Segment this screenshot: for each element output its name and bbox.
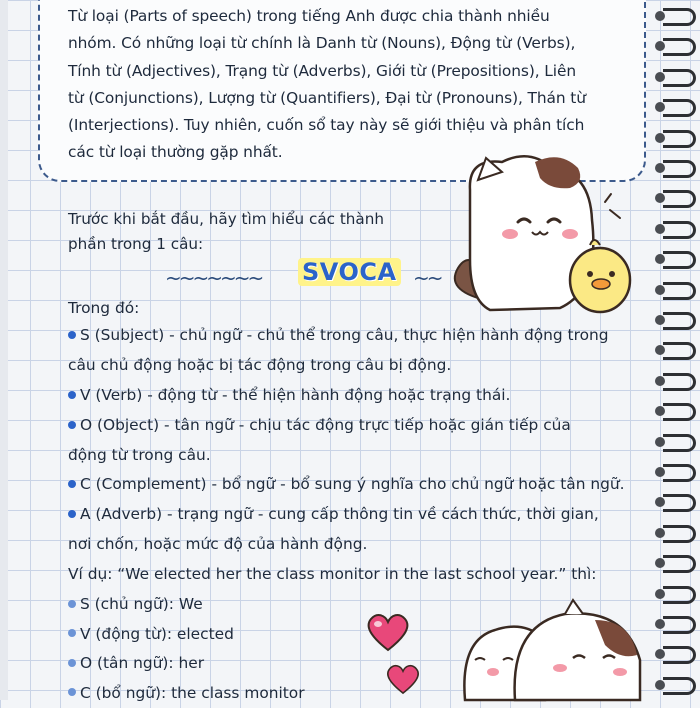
wave-divider-left: ~~~~~~~ — [165, 266, 261, 290]
bullet-icon — [68, 629, 76, 637]
example-item: O (tân ngữ): her — [68, 649, 305, 679]
component-object — [68, 411, 571, 471]
spiral-ring — [663, 646, 696, 664]
complement-line-1: C (Complement) - bổ ngữ - bổ sung ý nghĩa cho chủ ngữ hoặc tân ngữ. — [80, 475, 625, 493]
cats-illustration-icon — [455, 600, 650, 700]
intro-line: nhóm. Có những loại từ chính là Danh từ (Nouns), Động từ (Verbs), — [68, 30, 628, 57]
spiral-ring — [663, 586, 696, 604]
intro-paragraph — [68, 3, 628, 167]
component-complement — [68, 470, 625, 500]
component-verb — [68, 381, 510, 411]
spiral-ring — [663, 8, 696, 26]
spiral-ring — [663, 312, 696, 330]
example-list — [68, 590, 305, 708]
object-line-2: động từ trong câu. — [68, 441, 571, 471]
bullet-icon — [68, 421, 76, 429]
spiral-ring — [663, 494, 696, 512]
example-item: C (bổ ngữ): the class monitor — [68, 679, 305, 708]
intro-line: Từ loại (Parts of speech) trong tiếng Anh được chia thành nhiều — [68, 3, 628, 30]
spiral-ring — [663, 403, 696, 421]
svoca-title: SVOCA — [298, 258, 401, 286]
intro-line: Tính từ (Adjectives), Trạng từ (Adverbs), Giới từ (Prepositions), Liên — [68, 58, 628, 85]
bullet-icon — [68, 659, 76, 667]
component-subject — [68, 321, 609, 381]
bullet-icon — [68, 688, 76, 696]
spiral-ring — [663, 373, 696, 391]
page-edge — [0, 0, 8, 700]
spiral-ring — [663, 99, 696, 117]
spiral-ring — [663, 38, 696, 56]
adverb-line-1: A (Adverb) - trạng ngữ - cung cấp thông tin về cách thức, thời gian, — [80, 505, 599, 523]
spiral-ring — [663, 251, 696, 269]
intro-line: từ (Conjunctions), Lượng từ (Quantifiers), Đại từ (Pronouns), Thán từ — [68, 85, 628, 112]
spiral-ring — [663, 525, 696, 543]
spiral-ring — [663, 221, 696, 239]
object-line-1: O (Object) - tân ngữ - chịu tác động trực tiếp hoặc gián tiếp của — [80, 416, 571, 434]
cat-chick-illustration-icon — [440, 150, 640, 315]
bullet-icon — [68, 510, 76, 518]
heart-icon — [385, 663, 421, 695]
spiral-ring — [663, 677, 696, 695]
component-adverb — [68, 500, 599, 560]
lead-line-2: phần trong 1 câu: — [68, 232, 428, 257]
adverb-line-2: nơi chốn, hoặc mức độ của hành động. — [68, 530, 599, 560]
heart-icon — [365, 612, 411, 652]
example-item: V (động từ): elected — [68, 620, 305, 650]
lead-line-1: Trước khi bắt đầu, hãy tìm hiểu các thành — [68, 207, 428, 232]
verb-line-1: V (Verb) - động từ - thể hiện hành động hoặc trạng thái. — [80, 386, 510, 404]
spiral-ring — [663, 464, 696, 482]
spiral-binding — [655, 0, 700, 700]
spiral-ring — [663, 555, 696, 573]
bullet-icon — [68, 480, 76, 488]
lead-text — [68, 207, 428, 257]
intro-line: (Interjections). Tuy nhiên, cuốn sổ tay này sẽ giới thiệu và phân tích — [68, 112, 628, 139]
spiral-ring — [663, 434, 696, 452]
spiral-ring — [663, 130, 696, 148]
subject-line-2: câu chủ động hoặc bị tác động trong câu bị động. — [68, 351, 609, 381]
example-sentence: Ví dụ: “We elected her the class monitor in the last school year.” thì: — [68, 560, 596, 590]
spiral-ring — [663, 160, 696, 178]
bullet-icon — [68, 331, 76, 339]
svoca-heading — [165, 258, 465, 292]
example-item: S (chủ ngữ): We — [68, 590, 305, 620]
where-label: Trong đó: — [68, 294, 139, 324]
subject-line-1: S (Subject) - chủ ngữ - chủ thể trong câu, thực hiện hành động trong — [80, 326, 609, 344]
spiral-ring — [663, 69, 696, 87]
bullet-icon — [68, 600, 76, 608]
wave-divider-right: ~~ — [413, 266, 441, 290]
spiral-ring — [663, 282, 696, 300]
spiral-ring — [663, 342, 696, 360]
spiral-ring — [663, 190, 696, 208]
bullet-icon — [68, 391, 76, 399]
spiral-ring — [663, 616, 696, 634]
intro-line: các từ loại thường gặp nhất. — [68, 139, 628, 166]
